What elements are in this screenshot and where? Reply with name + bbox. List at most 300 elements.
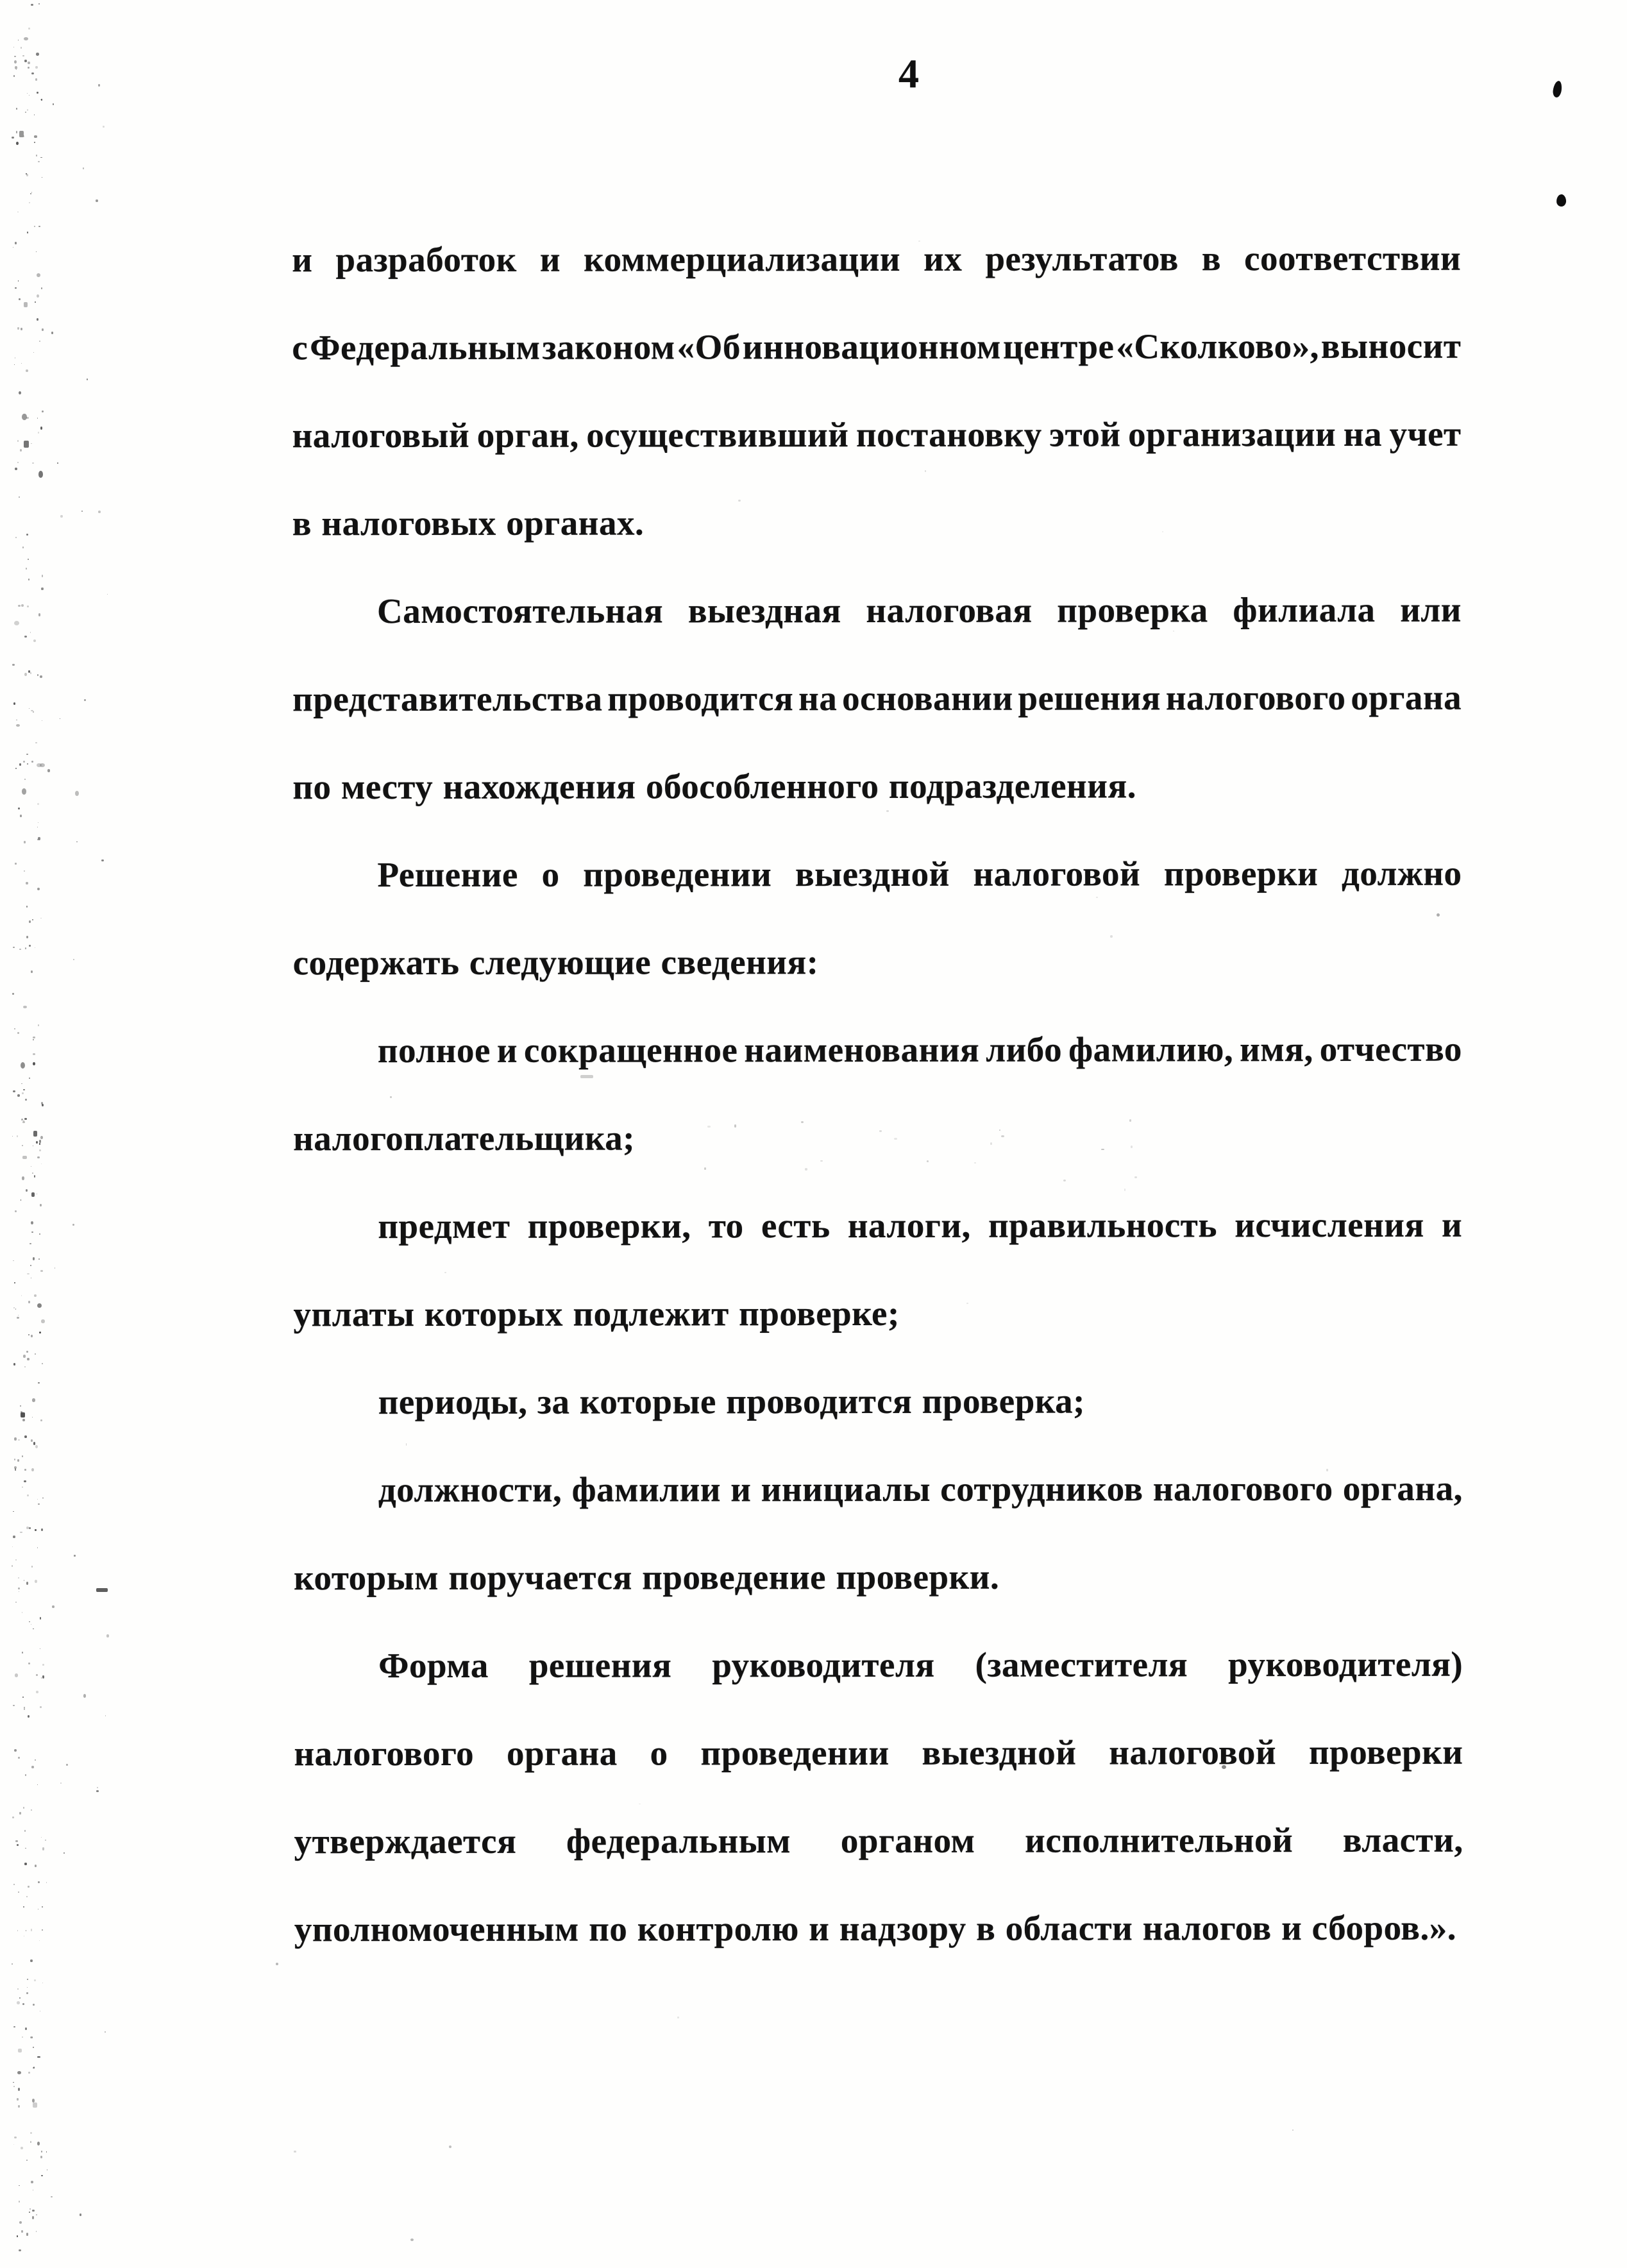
scan-noise-speck — [37, 827, 38, 828]
scan-noise-speck — [16, 131, 17, 133]
scan-noise-speck — [14, 1459, 15, 1460]
scan-noise-speck — [40, 675, 42, 677]
word: выносит — [1320, 326, 1462, 366]
word: или — [1400, 589, 1462, 629]
scan-noise-speck — [24, 1830, 26, 1832]
word: налоговой — [1109, 1732, 1277, 1772]
word: «Об — [677, 327, 741, 367]
scan-noise-speck — [19, 2201, 20, 2202]
word: проводится — [607, 679, 794, 718]
word: и — [496, 1030, 518, 1070]
scan-noise-speck — [17, 1135, 18, 1137]
scan-noise-speck — [37, 92, 38, 94]
scan-noise-speck — [57, 462, 58, 464]
text-line — [294, 1620, 1463, 1710]
scan-noise-speck — [14, 364, 15, 365]
scan-noise-speck — [14, 621, 19, 625]
scan-noise-speck — [46, 1882, 47, 1883]
scan-noise-speck — [24, 1435, 27, 1439]
scan-noise-speck — [13, 1884, 14, 1885]
word: налогового — [1152, 1469, 1333, 1509]
scan-noise-speck — [41, 2175, 43, 2176]
scan-noise-speck — [17, 440, 19, 442]
word: осуществивший — [586, 415, 849, 455]
scan-noise-speck — [32, 462, 34, 464]
scan-noise-speck — [39, 1143, 40, 1145]
scan-noise-speck — [19, 2249, 21, 2251]
scan-noise-speck — [33, 711, 34, 713]
scan-noise-speck — [39, 1233, 40, 1235]
scan-noise-speck — [20, 449, 22, 452]
scan-noise-speck — [31, 1439, 33, 1442]
text-line — [294, 1444, 1463, 1534]
scan-noise-speck — [22, 1092, 24, 1094]
word: учет — [1389, 414, 1462, 453]
scan-noise-speck — [23, 1355, 26, 1358]
scan-noise-speck — [30, 193, 31, 194]
scan-noise-speck — [294, 2151, 296, 2153]
scan-noise-speck — [23, 1807, 25, 1809]
scan-noise-speck — [22, 546, 24, 548]
scan-noise-speck — [21, 1295, 22, 1296]
scan-noise-speck — [12, 1816, 14, 1818]
scan-noise-speck — [19, 949, 21, 950]
scan-noise-speck — [37, 1156, 40, 1158]
word: органа, — [1342, 1468, 1463, 1508]
word: решения — [1018, 678, 1161, 718]
scan-noise-speck — [22, 414, 26, 421]
word: предмет — [378, 1206, 510, 1246]
scan-noise-speck — [37, 839, 38, 840]
scan-noise-speck — [38, 432, 39, 433]
text-line — [292, 566, 1462, 656]
scan-noise-speck — [38, 471, 44, 478]
scan-noise-speck — [30, 632, 31, 633]
scan-noise-speck — [106, 1634, 110, 1638]
word: которым — [294, 1557, 439, 1598]
scan-noise-speck — [15, 1210, 17, 1212]
scan-noise-speck — [28, 28, 30, 30]
scan-noise-speck — [40, 1204, 42, 1206]
scan-noise-speck — [16, 142, 18, 145]
scan-noise-speck — [33, 1629, 34, 1630]
scan-noise-speck — [23, 1006, 26, 1008]
scan-noise-speck — [29, 202, 30, 203]
scan-noise-speck — [14, 1749, 17, 1752]
scan-noise-speck — [14, 1437, 16, 1441]
scan-noise-speck — [28, 579, 30, 580]
word: проверка; — [922, 1381, 1086, 1421]
scan-noise-speck — [30, 2132, 32, 2134]
scan-noise-speck — [40, 157, 42, 158]
scan-noise-speck — [37, 1499, 38, 1500]
scan-noise-speck — [35, 1759, 36, 1761]
scan-noise-speck — [17, 2098, 19, 2101]
word: проводится — [726, 1381, 913, 1421]
text-line — [294, 1796, 1463, 1886]
scan-noise-speck — [35, 1580, 37, 1583]
scan-noise-speck — [38, 226, 40, 227]
scan-noise-speck — [42, 410, 44, 413]
scan-noise-speck — [34, 1294, 37, 1297]
scan-noise-speck — [24, 636, 27, 638]
scan-noise-speck — [13, 1705, 14, 1706]
scan-noise-speck — [39, 1149, 41, 1151]
scan-noise-speck — [15, 1602, 17, 1604]
scan-noise-speck — [22, 1121, 24, 1123]
word: месту — [341, 766, 434, 807]
scan-noise-speck — [97, 1787, 98, 1788]
scan-noise-speck — [26, 1189, 28, 1192]
word: Самостоятельная — [376, 591, 664, 631]
scan-noise-speck — [32, 2099, 35, 2102]
scan-noise-speck — [23, 1906, 24, 1908]
word: области — [1005, 1908, 1133, 1948]
word: надзору — [839, 1908, 966, 1949]
word: налоговой — [973, 854, 1141, 893]
scan-noise-speck — [22, 1612, 23, 1613]
word: подразделения. — [888, 766, 1136, 806]
scan-noise-speck — [96, 199, 98, 203]
scan-noise-speck — [38, 3, 40, 4]
scan-noise-speck — [34, 114, 35, 115]
scan-noise-speck — [17, 1930, 18, 1931]
scan-noise-speck — [22, 1145, 23, 1146]
scan-noise-speck — [41, 1837, 42, 1838]
word: и — [1441, 1205, 1463, 1244]
scan-noise-speck — [18, 280, 19, 281]
scan-noise-speck — [31, 1566, 33, 1568]
word: с — [292, 328, 308, 368]
scan-noise-speck — [80, 2213, 81, 2215]
word: «Сколково», — [1116, 326, 1319, 366]
scan-noise-speck — [25, 1774, 27, 1776]
scan-noise-speck — [26, 534, 28, 536]
scan-noise-speck — [42, 1664, 44, 1666]
scan-noise-speck — [41, 1528, 43, 1530]
scan-noise-speck — [15, 1840, 17, 1842]
text-line — [292, 390, 1461, 480]
word: представительства — [292, 679, 603, 719]
word: по — [292, 767, 332, 807]
scan-noise-speck — [33, 1053, 35, 1055]
scan-noise-speck — [13, 947, 15, 948]
scan-noise-speck — [103, 126, 104, 128]
scan-noise-speck — [30, 1243, 31, 1245]
scan-noise-speck — [15, 287, 17, 289]
word: налогового — [294, 1733, 475, 1773]
scan-noise-speck — [14, 1282, 15, 1283]
scan-noise-speck — [31, 2036, 33, 2038]
scan-noise-speck — [40, 1617, 42, 1619]
scan-noise-speck — [66, 1764, 68, 1765]
scan-noise-speck — [15, 537, 17, 538]
word: налогоплательщика; — [293, 1118, 636, 1158]
scan-noise-speck — [29, 945, 31, 947]
scan-noise-speck — [31, 761, 33, 763]
scan-noise-speck — [17, 462, 19, 463]
scan-noise-speck — [17, 1032, 19, 1034]
scan-noise-speck — [26, 1582, 28, 1585]
word: (заместителя — [975, 1645, 1188, 1684]
scan-noise-speck — [32, 2216, 34, 2219]
scan-noise-speck — [24, 37, 28, 40]
scan-noise-speck — [22, 1652, 23, 1654]
scan-noise-speck — [15, 1673, 18, 1677]
scan-noise-speck — [98, 84, 101, 87]
scan-noise-speck — [37, 2056, 40, 2058]
scan-noise-speck — [33, 1062, 35, 1065]
scan-noise-speck — [19, 2221, 22, 2224]
word: по — [589, 1909, 628, 1949]
word: нахождения — [443, 766, 636, 806]
scan-noise-speck — [24, 1118, 26, 1120]
word: инновационном — [742, 326, 1002, 367]
scan-noise-speck — [28, 62, 30, 65]
word: соответствии — [1244, 238, 1462, 278]
scan-noise-speck — [84, 699, 86, 701]
text-line — [294, 1357, 1463, 1446]
word: периоды, — [378, 1382, 528, 1422]
scan-noise-speck — [29, 920, 31, 923]
scan-noise-speck — [75, 791, 79, 796]
scan-noise-speck — [22, 1697, 24, 1698]
scan-noise-speck — [24, 779, 26, 781]
scan-noise-speck — [18, 605, 20, 607]
scan-noise-speck — [24, 302, 28, 307]
scan-noise-speck — [13, 75, 15, 77]
word: утверждается — [294, 1821, 517, 1861]
scan-noise-speck — [47, 769, 50, 772]
scan-noise-speck — [17, 1317, 19, 1319]
word: о — [650, 1733, 668, 1773]
scan-noise-speck — [39, 1140, 41, 1143]
word: налогов — [1142, 1908, 1272, 1948]
scan-noise-speck — [33, 1257, 35, 1260]
word: сборов.». — [1311, 1908, 1456, 1948]
scan-noise-speck — [33, 352, 34, 353]
scan-noise-speck — [13, 702, 15, 705]
scan-noise-speck — [36, 2214, 37, 2215]
scan-noise-speck — [24, 870, 25, 872]
scan-noise-speck — [26, 882, 28, 884]
scan-noise-speck — [17, 2071, 21, 2075]
scan-noise-speck — [38, 613, 40, 616]
scan-noise-speck — [52, 1605, 55, 1609]
word: проверке; — [739, 1293, 900, 1333]
scan-noise-speck — [21, 328, 22, 330]
word: полное — [377, 1030, 491, 1071]
scan-noise-speck — [29, 708, 30, 709]
scan-noise-speck — [32, 2210, 35, 2212]
word: руководителя) — [1228, 1644, 1463, 1684]
word: налоговых — [321, 503, 496, 543]
word: органа — [506, 1733, 618, 1773]
scan-noise-speck — [26, 174, 28, 176]
word: орган, — [476, 415, 579, 455]
scan-noise-speck — [27, 1979, 28, 1980]
scan-noise-speck — [13, 2086, 14, 2087]
scan-noise-speck — [21, 2230, 23, 2233]
scan-noise-speck — [33, 1131, 37, 1137]
word: фамилию, — [1068, 1029, 1234, 1069]
scan-noise-speck — [32, 1172, 33, 1174]
scan-noise-speck — [38, 1881, 40, 1883]
scan-noise-speck — [26, 2160, 28, 2161]
scan-noise-speck — [39, 1332, 41, 1333]
scan-noise-speck — [18, 2105, 21, 2107]
scan-noise-speck — [30, 1959, 32, 1962]
scan-noise-speck — [51, 332, 53, 334]
scan-noise-speck — [31, 443, 32, 444]
scan-noise-speck — [45, 1840, 46, 1841]
word: органа — [1351, 677, 1462, 717]
scan-noise-speck — [23, 761, 26, 763]
word: руководителя — [712, 1645, 935, 1685]
scan-noise-speck — [27, 232, 28, 233]
text-line — [294, 1532, 1463, 1622]
scan-noise-speck — [27, 605, 29, 607]
word: налогового — [1165, 677, 1346, 718]
scan-noise-speck — [31, 1809, 32, 1811]
word: есть — [761, 1206, 830, 1246]
scan-noise-speck — [22, 1455, 23, 1457]
scan-noise-speck — [12, 664, 14, 666]
word: которые — [579, 1382, 716, 1421]
scan-noise-speck — [24, 1480, 26, 1483]
scan-noise-speck — [40, 918, 41, 919]
word: Решение — [377, 854, 518, 895]
scan-noise-speck — [13, 1363, 15, 1366]
scan-noise-speck — [40, 2156, 42, 2158]
word: филиала — [1233, 589, 1376, 630]
page-number: 4 — [898, 51, 919, 96]
scan-noise-speck — [40, 1706, 42, 1707]
scan-noise-speck — [12, 1565, 13, 1567]
word: Форма — [378, 1645, 489, 1686]
word: и — [292, 240, 313, 280]
scan-noise-speck — [39, 1940, 40, 1941]
scan-noise-speck — [51, 2196, 53, 2198]
word: налоговый — [292, 415, 470, 455]
scan-noise-speck — [33, 639, 36, 641]
word: проведение — [642, 1557, 827, 1597]
word: проведении — [700, 1732, 889, 1773]
text-line — [292, 654, 1462, 743]
scan-noise-speck — [36, 251, 37, 252]
scan-noise-speck — [13, 2026, 15, 2027]
scan-noise-speck — [25, 1099, 26, 1101]
scan-noise-speck — [41, 1319, 44, 1323]
scan-noise-speck — [15, 1308, 16, 1310]
word: выездной — [922, 1732, 1077, 1772]
scan-noise-speck — [25, 2027, 28, 2030]
scan-noise-speck — [36, 53, 39, 56]
scan-noise-speck — [96, 1588, 108, 1592]
scan-noise-speck — [24, 60, 26, 62]
scan-noise-speck — [35, 1865, 37, 1867]
scan-noise-speck — [26, 1896, 28, 1898]
scan-noise-speck — [19, 391, 21, 394]
scan-noise-speck — [410, 2238, 414, 2241]
scan-noise-speck — [41, 588, 43, 590]
scan-noise-speck — [24, 673, 27, 676]
scan-noise-speck — [33, 2103, 37, 2108]
scan-noise-speck — [18, 808, 20, 809]
scan-noise-speck — [34, 1175, 36, 1178]
scan-noise-speck — [38, 1503, 40, 1505]
scan-noise-speck — [21, 1083, 22, 1085]
text-line — [292, 302, 1461, 392]
scan-noise-speck — [42, 1847, 45, 1850]
scan-noise-speck — [31, 1192, 35, 1197]
scan-noise-speck — [42, 1929, 43, 1931]
scan-noise-speck — [35, 78, 38, 81]
scan-noise-speck — [19, 1997, 21, 1999]
scan-noise-speck — [31, 1335, 33, 1337]
word: правильность — [988, 1205, 1217, 1245]
word: проверки — [1163, 854, 1319, 893]
scan-noise-speck — [19, 1812, 21, 1814]
word: разработок — [335, 239, 517, 280]
scan-noise-speck — [23, 1089, 25, 1090]
word: и — [730, 1469, 752, 1509]
text-line — [293, 1005, 1462, 1095]
scan-noise-speck — [13, 2082, 14, 2083]
scan-noise-speck — [36, 1141, 38, 1144]
word: следующие — [469, 942, 652, 982]
word: в — [292, 504, 312, 543]
word: наименования — [744, 1029, 980, 1070]
scan-noise-speck — [27, 1494, 29, 1497]
scan-noise-speck — [17, 2001, 21, 2004]
word: на — [798, 679, 838, 718]
scan-noise-speck — [31, 1231, 33, 1233]
word: власти, — [1342, 1820, 1463, 1859]
scan-noise-speck — [32, 1417, 33, 1418]
scan-noise-speck — [15, 768, 17, 770]
scan-noise-speck — [40, 1136, 43, 1140]
scan-noise-speck — [24, 1366, 26, 1367]
scan-noise-speck — [17, 1094, 19, 1097]
scan-noise-speck — [19, 763, 21, 765]
scan-noise-speck — [27, 1358, 30, 1360]
word: фамилии — [571, 1469, 721, 1509]
word: этой — [1049, 414, 1121, 454]
scan-noise-speck — [17, 327, 19, 329]
scan-noise-speck — [15, 1559, 17, 1561]
scan-noise-speck — [38, 1382, 39, 1384]
scan-noise-speck — [19, 131, 24, 137]
word: отчество — [1319, 1029, 1462, 1069]
scan-noise-speck — [28, 67, 30, 69]
scan-noise-speck — [19, 298, 21, 300]
scan-noise-speck — [27, 93, 28, 94]
ink-speck — [1556, 194, 1566, 207]
scan-noise-speck — [83, 167, 84, 169]
scan-noise-speck — [26, 1930, 27, 1931]
scan-noise-speck — [30, 672, 32, 675]
scan-noise-speck — [24, 1863, 27, 1865]
scan-noise-speck — [34, 1979, 36, 1981]
scan-noise-speck — [35, 1445, 38, 1448]
scan-noise-speck — [20, 815, 22, 817]
scan-noise-speck — [40, 1270, 42, 1272]
scan-noise-speck — [34, 135, 37, 137]
scan-noise-speck — [29, 1621, 30, 1623]
word: которых — [424, 1294, 564, 1333]
scan-noise-speck — [24, 1469, 26, 1470]
